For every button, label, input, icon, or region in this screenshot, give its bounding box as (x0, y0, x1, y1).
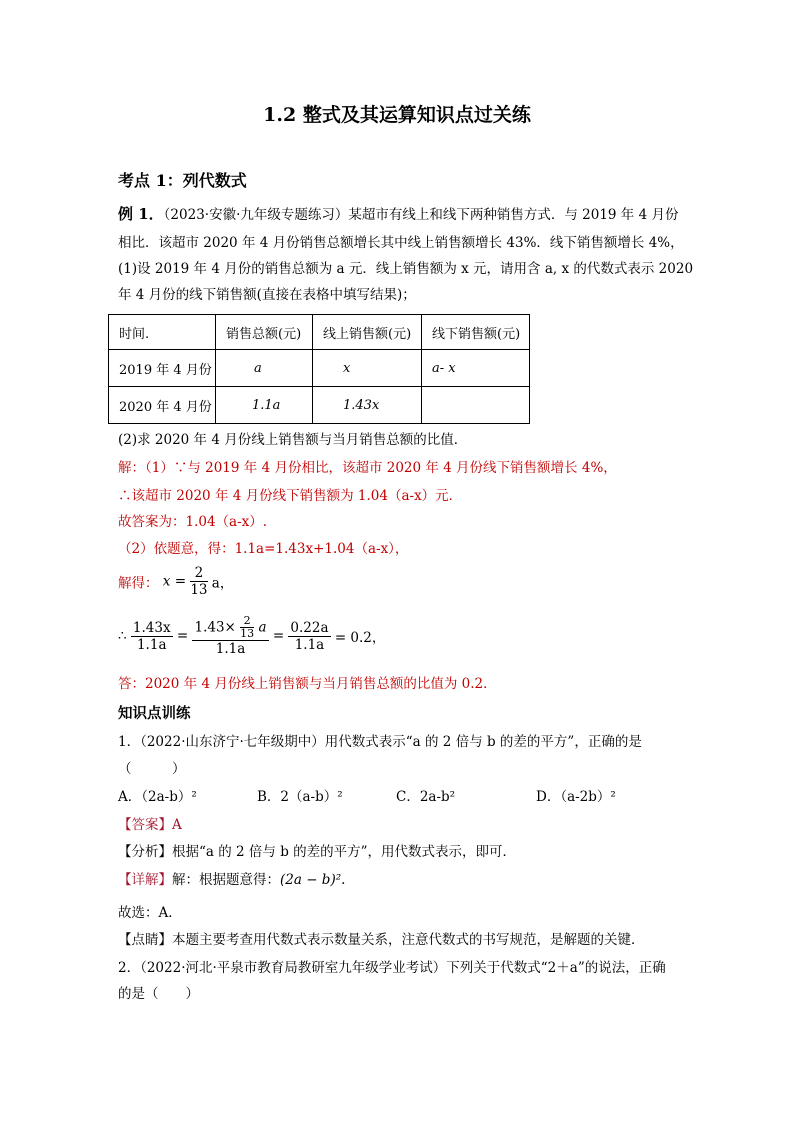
table-cell: a- x (422, 350, 530, 387)
q1-option-c: C．2a-b² (396, 789, 456, 805)
table-header-cell: 时间. (109, 315, 216, 350)
solution-line-5: 解得： x = $\frac{2}{13}$ a， (118, 565, 234, 598)
q1-answer: 【答案】A (118, 817, 182, 833)
table-cell (422, 387, 530, 424)
q1-analysis: 【分析】根据“a 的 2 倍与 b 的差的平方”，用代数式表示，即可． (118, 844, 517, 860)
solution-line-6: ∴ $\frac{1.43x}{1.1a}$ = 1.43× $\frac{2}{13}$ a 1.1a = $\frac{0.22a}{1.1a}$ = 0.2， (118, 614, 386, 657)
q1-detail: 【详解】解：根据题意得：(2a − b)². (118, 872, 346, 888)
q1-option-a: A．（2a-b）² (118, 789, 197, 805)
section-heading-2: 知识点训练 (118, 705, 191, 722)
table-cell: a (216, 350, 313, 387)
table-cell: 2020 年 4 月份 (109, 387, 216, 424)
q2-stem-2: 的是（ ） (118, 986, 199, 1002)
fraction-1: $\frac{1.43x}{1.1a}$ (132, 619, 171, 653)
table-header-cell: 线上销售额(元) (313, 315, 422, 350)
fraction-2-13: $\frac{2}{13}$ (190, 565, 208, 598)
solution-line-4: （2）依题意，得：1.1a=1.43x+1.04（a-x）， (118, 541, 409, 557)
example-line-4: 年 4 月份的线下销售额(直接在表格中填写结果)； (118, 287, 416, 303)
table-header-cell: 线下销售额(元) (422, 315, 530, 350)
q1-paren: （ ） (118, 761, 186, 777)
table-cell: 1.43x (313, 387, 422, 424)
table-header-cell: 销售总额(元) (216, 315, 313, 350)
section-heading-1: 考点 1：列代数式 (118, 171, 247, 190)
fraction-3: $\frac{0.22a}{1.1a}$ (290, 619, 329, 653)
q1-option-d: D．（a-2b）² (536, 789, 616, 805)
fraction-2: 1.43× $\frac{2}{13}$ a 1.1a (194, 614, 267, 657)
q1-option-b: B．2（a-b）² (257, 789, 343, 805)
sales-table (108, 314, 530, 424)
example-line-2: 相比．该超市 2020 年 4 月份销售总额增长其中线上销售额增长 43%．线下销售额增长 4%， (118, 235, 684, 251)
table-cell: 1.1a (216, 387, 313, 424)
example-text-1: （2023·安徽·九年级专题练习）某超市有线上和线下两种销售方式．与 2019 年 4 月份 (163, 207, 679, 223)
page-title: 1.2 整式及其运算知识点过关练 (263, 104, 531, 126)
table-row (109, 350, 530, 387)
solution-line-1: 解：（1）∵与 2019 年 4 月份相比，该超市 2020 年 4 月份线下销售额增长 4%， (118, 460, 617, 476)
table-cell: 2019 年 4 月份 (109, 350, 216, 387)
solution-line-3: 故答案为：1.04（a-x）. (118, 514, 268, 530)
example-question-2: (2)求 2020 年 4 月份线上销售额与当月销售总额的比值． (118, 432, 468, 448)
q1-choice: 故选：A． (118, 905, 182, 921)
q1-stem: 1．（2022·山东济宁·七年级期中）用代数式表示“a 的 2 倍与 b 的差的平方”，正确的是 (118, 734, 642, 750)
q1-comment: 【点睛】本题主要考查用代数式表示数量关系，注意代数式的书写规范，是解题的关键． (118, 932, 645, 948)
example-label: 例 1． (118, 205, 164, 223)
table-cell: x (313, 350, 422, 387)
table-row (109, 387, 530, 424)
example-line-3: (1)设 2019 年 4 月份的销售总额为 a 元．线上销售额为 x 元，请用含 a, x 的代数式表示 2020 (118, 261, 694, 277)
table-header-row (109, 315, 530, 350)
solution-line-2: ∴该超市 2020 年 4 月份线下销售额为 1.04（a-x）元． (118, 488, 463, 504)
example-line-1 (118, 205, 678, 224)
q2-stem: 2．（2022·河北·平泉市教育局教研室九年级学业考试）下列关于代数式“2＋a”的说法，正确 (118, 960, 666, 976)
solution-answer: 答：2020 年 4 月份线上销售额与当月销售总额的比值为 0.2． (118, 676, 497, 692)
